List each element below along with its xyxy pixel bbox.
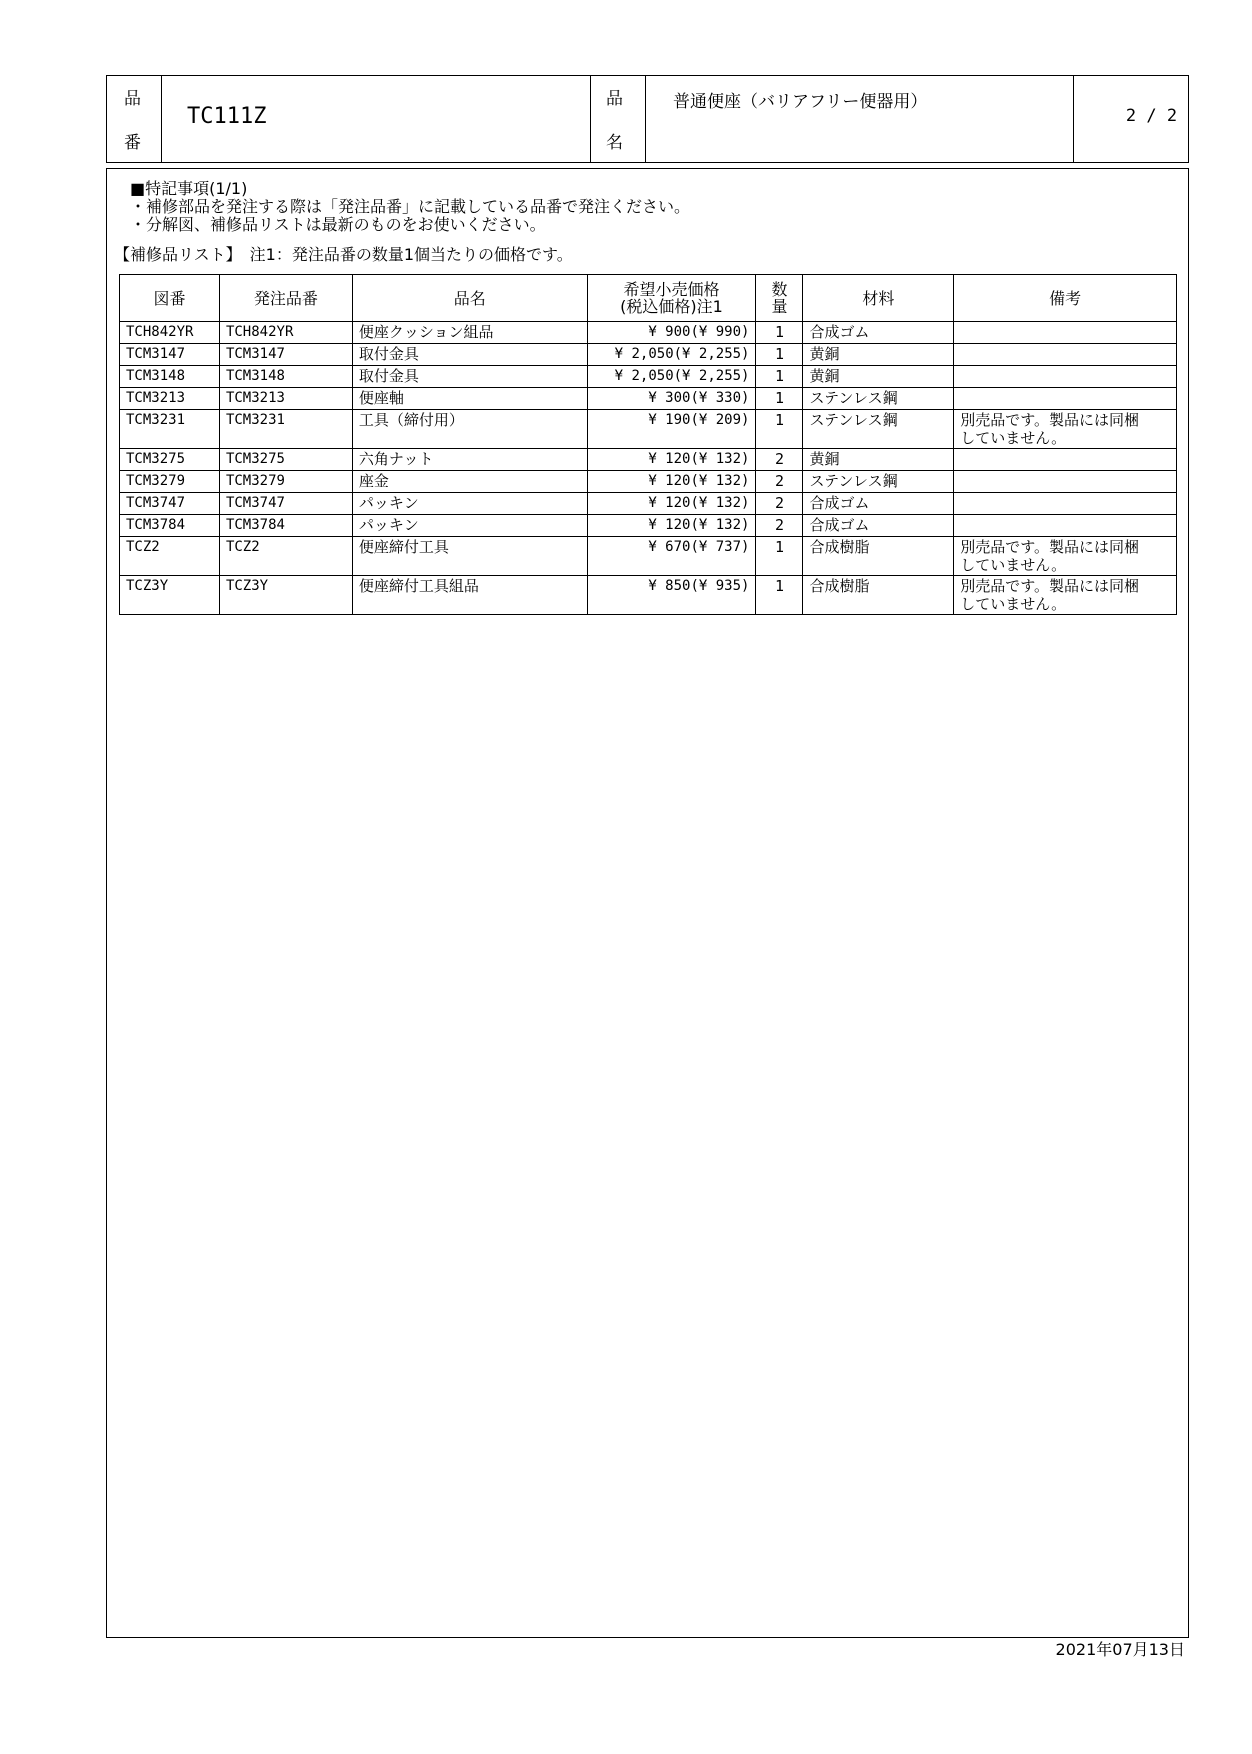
cell-remarks	[954, 493, 1177, 515]
col-order-no: 発注品番	[219, 275, 352, 322]
cell-order-no: TCM3148	[219, 366, 352, 388]
cell-order-no: TCM3231	[219, 410, 352, 449]
cell-price: ¥ 120(¥ 132)	[587, 515, 756, 537]
cell-material: 合成樹脂	[803, 576, 954, 615]
cell-name: 工具（締付用）	[352, 410, 587, 449]
cell-remarks: 別売品です。製品には同梱 していません。	[954, 576, 1177, 615]
cell-name: パッキン	[352, 515, 587, 537]
cell-price: ¥ 2,050(¥ 2,255)	[587, 366, 756, 388]
cell-qty: 1	[756, 322, 803, 344]
product-name: 普通便座（バリアフリー便器用）	[673, 92, 928, 112]
cell-material: 合成樹脂	[803, 537, 954, 576]
cell-order-no: TCM3213	[219, 388, 352, 410]
notes-title: ■特記事項(1/1)	[130, 179, 248, 198]
cell-qty: 1	[756, 388, 803, 410]
cell-fig-no: TCM3747	[120, 493, 220, 515]
cell-qty: 2	[756, 493, 803, 515]
col-qty: 数 量	[756, 275, 803, 322]
cell-order-no: TCZ3Y	[219, 576, 352, 615]
cell-price: ¥ 900(¥ 990)	[587, 322, 756, 344]
notes-line-1: ・補修部品を発注する際は「発注品番」に記載している品番で発注ください。	[130, 197, 691, 216]
cell-material: 黄銅	[803, 449, 954, 471]
col-fig-no: 図番	[120, 275, 220, 322]
cell-name: 座金	[352, 471, 587, 493]
cell-material: 黄銅	[803, 366, 954, 388]
cell-material: ステンレス鋼	[803, 410, 954, 449]
cell-material: 黄銅	[803, 344, 954, 366]
cell-remarks	[954, 366, 1177, 388]
cell-price: ¥ 120(¥ 132)	[587, 493, 756, 515]
name-label-1: 品	[606, 89, 623, 109]
cell-name: 六角ナット	[352, 449, 587, 471]
cell-order-no: TCM3147	[219, 344, 352, 366]
col-material: 材料	[803, 275, 954, 322]
cell-fig-no: TCM3279	[120, 471, 220, 493]
cell-name: 便座締付工具	[352, 537, 587, 576]
cell-qty: 1	[756, 576, 803, 615]
cell-order-no: TCM3279	[219, 471, 352, 493]
cell-order-no: TCM3747	[219, 493, 352, 515]
cell-name: 取付金具	[352, 366, 587, 388]
cell-material: 合成ゴム	[803, 322, 954, 344]
cell-fig-no: TCM3148	[120, 366, 220, 388]
cell-name: 便座締付工具組品	[352, 576, 587, 615]
cell-material: 合成ゴム	[803, 493, 954, 515]
cell-price: ¥ 670(¥ 737)	[587, 537, 756, 576]
cell-qty: 2	[756, 515, 803, 537]
col-remarks: 備考	[954, 275, 1177, 322]
cell-material: 合成ゴム	[803, 515, 954, 537]
page-number: 2 / 2	[1125, 106, 1178, 126]
table-row	[120, 322, 1177, 344]
cell-order-no: TCM3784	[219, 515, 352, 537]
cell-order-no: TCM3275	[219, 449, 352, 471]
cell-price: ¥ 850(¥ 935)	[587, 576, 756, 615]
cell-remarks	[954, 471, 1177, 493]
issue-date: 2021年07月13日	[1055, 1640, 1185, 1659]
col-price: 希望小売価格 (税込価格)注1	[587, 275, 756, 322]
notes-line-2: ・分解図、補修品リストは最新のものをお使いください。	[130, 215, 546, 234]
cell-fig-no: TCZ2	[120, 537, 220, 576]
cell-name: 便座クッション組品	[352, 322, 587, 344]
cell-fig-no: TCM3213	[120, 388, 220, 410]
table-row	[120, 449, 1177, 471]
cell-qty: 2	[756, 471, 803, 493]
table-row	[120, 537, 1177, 576]
header-box	[106, 75, 1189, 163]
table-header-row	[120, 275, 1177, 322]
cell-qty: 1	[756, 410, 803, 449]
col-name: 品名	[352, 275, 587, 322]
cell-remarks	[954, 388, 1177, 410]
cell-order-no: TCZ2	[219, 537, 352, 576]
cell-remarks: 別売品です。製品には同梱 していません。	[954, 537, 1177, 576]
table-row	[120, 410, 1177, 449]
cell-fig-no: TCM3784	[120, 515, 220, 537]
name-label-2: 名	[606, 133, 623, 153]
cell-material: ステンレス鋼	[803, 388, 954, 410]
cell-fig-no: TCM3275	[120, 449, 220, 471]
cell-remarks	[954, 322, 1177, 344]
cell-fig-no: TCH842YR	[120, 322, 220, 344]
cell-remarks	[954, 449, 1177, 471]
cell-qty: 1	[756, 344, 803, 366]
table-row	[120, 388, 1177, 410]
cell-fig-no: TCM3147	[120, 344, 220, 366]
cell-qty: 2	[756, 449, 803, 471]
table-row	[120, 576, 1177, 615]
cell-fig-no: TCZ3Y	[120, 576, 220, 615]
cell-remarks	[954, 515, 1177, 537]
part-number: TC111Z	[187, 104, 267, 129]
table-row	[120, 366, 1177, 388]
cell-material: ステンレス鋼	[803, 471, 954, 493]
cell-fig-no: TCM3231	[120, 410, 220, 449]
cell-price: ¥ 300(¥ 330)	[587, 388, 756, 410]
table-row	[120, 471, 1177, 493]
cell-price: ¥ 120(¥ 132)	[587, 471, 756, 493]
table-row	[120, 344, 1177, 366]
parts-list-title: 【補修品リスト】 注1：発注品番の数量1個当たりの価格です。	[114, 245, 573, 264]
cell-qty: 1	[756, 366, 803, 388]
parts-table	[119, 274, 1177, 615]
cell-name: パッキン	[352, 493, 587, 515]
cell-remarks	[954, 344, 1177, 366]
cell-price: ¥ 190(¥ 209)	[587, 410, 756, 449]
cell-name: 便座軸	[352, 388, 587, 410]
cell-qty: 1	[756, 537, 803, 576]
cell-remarks: 別売品です。製品には同梱 していません。	[954, 410, 1177, 449]
table-row	[120, 493, 1177, 515]
table-row	[120, 515, 1177, 537]
cell-price: ¥ 120(¥ 132)	[587, 449, 756, 471]
cell-name: 取付金具	[352, 344, 587, 366]
cell-order-no: TCH842YR	[219, 322, 352, 344]
part-no-label-2: 番	[124, 133, 141, 153]
part-no-label-1: 品	[124, 89, 141, 109]
special-notes	[130, 180, 690, 234]
cell-price: ¥ 2,050(¥ 2,255)	[587, 344, 756, 366]
